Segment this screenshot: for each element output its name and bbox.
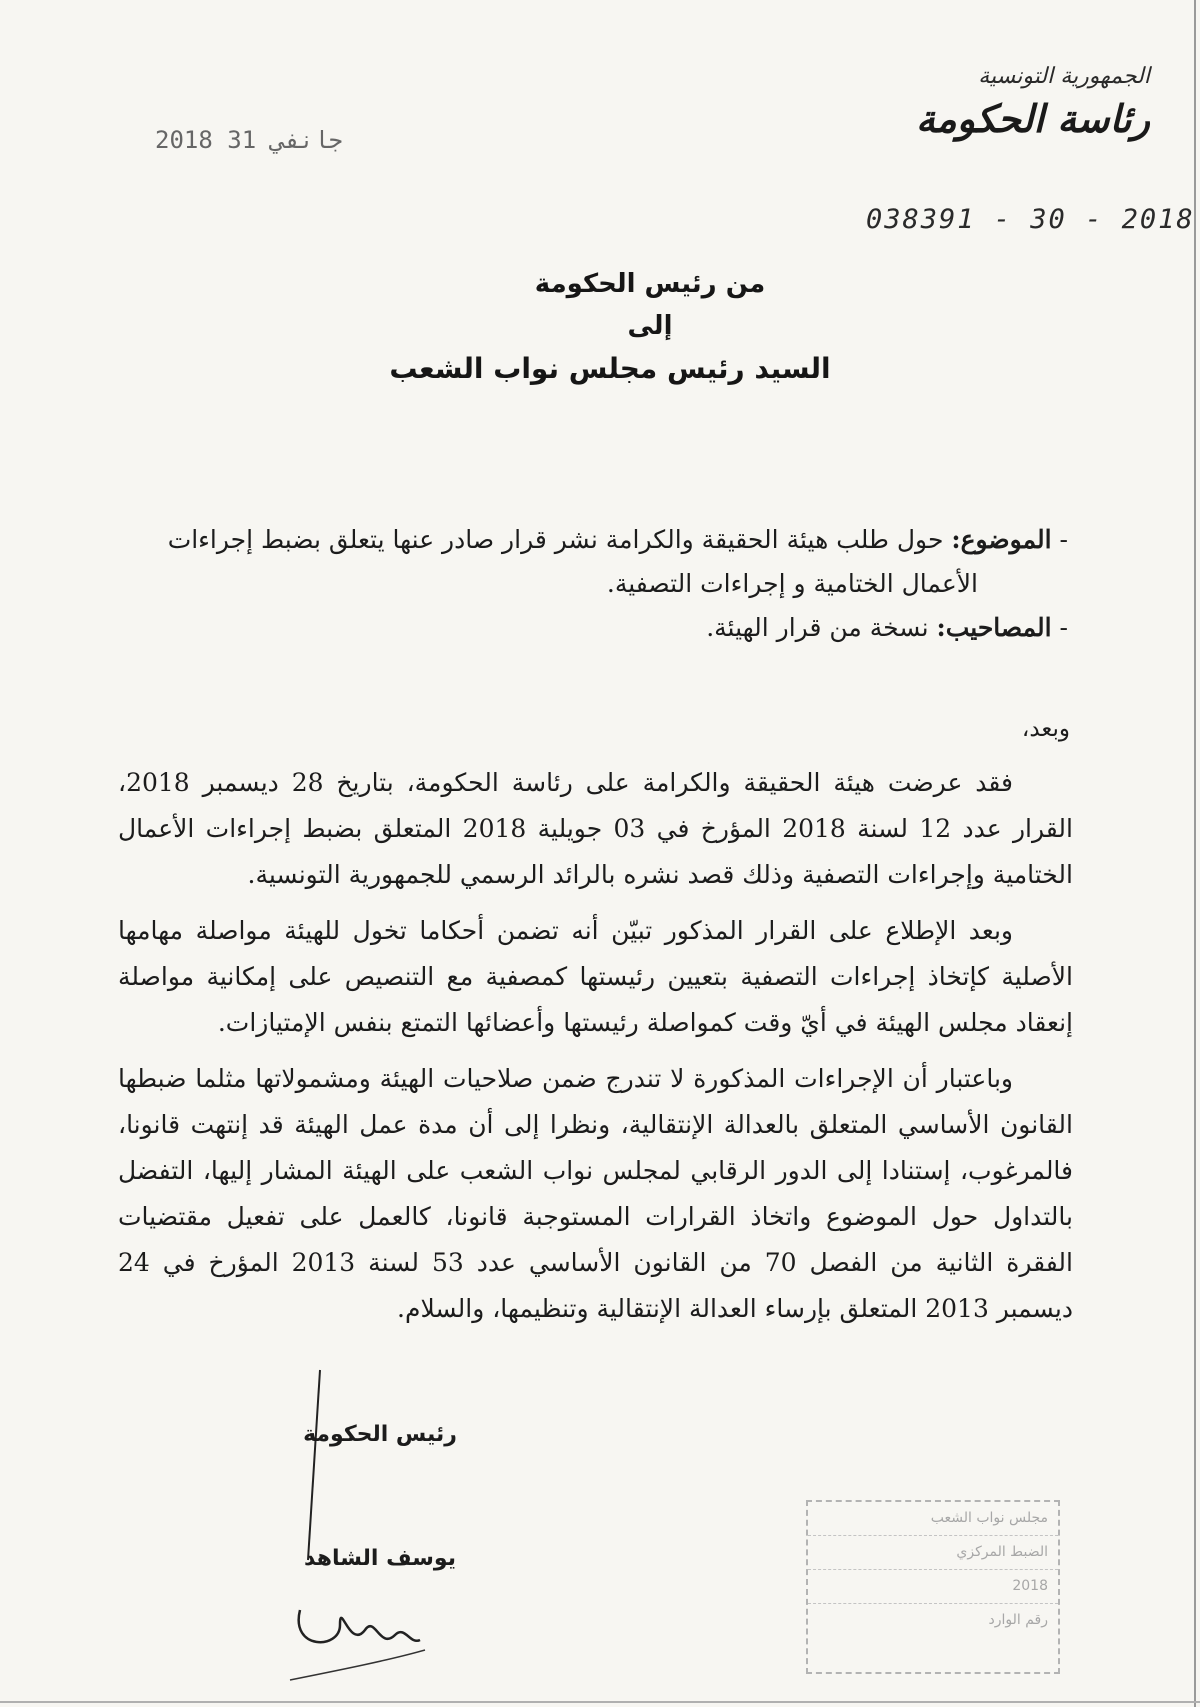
body-paragraph-3: وباعتبار أن الإجراءات المذكورة لا تندرج ضمن صلاحيات الهيئة ومشمولاتها مثلما ضبطها القانون الأساسي المتعلق بالعدالة الإنتقالية، ونظرا إلى أن مدة عمل الهيئة قد إنتهت قانونا، فالمرغوب، إستنادا إلى الدور الرقابي لمجلس نواب الشعب على الهيئة المشار إليها، التفضل بالتداول حول الموضوع واتخاذ القرارات المستوجبة قانونا، كالعمل على تفعيل مقتضيات الفقرة الثانية من الفصل 70 من القانون الأساسي عدد 53 لسنة 2013 المؤرخ في 24 ديسمبر 2013 المتعلق بإرساء العدالة الإنتقالية وتنظيمها، والسلام.	[118, 1064, 1073, 1323]
letterhead	[890, 62, 1150, 144]
received-stamp	[806, 1500, 1060, 1674]
address-block	[380, 262, 840, 392]
subject-text-2: الأعمال الختامية و إجراءات التصفية.	[606, 569, 978, 598]
letterhead-presidency: رئاسة الحكومة	[916, 96, 1150, 141]
attachment-line: - المصاحيب: نسخة من قرار الهيئة.	[706, 613, 1068, 642]
letter-body	[118, 760, 1073, 1342]
attachment-label: المصاحيب:	[936, 613, 1052, 642]
subject-line-continued	[118, 562, 1068, 606]
reference-number: 038391 - 30 - 2018	[866, 204, 1195, 235]
attachment-text: نسخة من قرار الهيئة.	[706, 613, 929, 642]
greeting: وبعد،	[1021, 716, 1070, 742]
address-from: من رئيس الحكومة	[534, 269, 766, 299]
subject-label: الموضوع:	[951, 525, 1052, 554]
stamp-date: 2018 جانفي 31	[155, 126, 343, 154]
address-to: إلى	[627, 311, 673, 341]
stamp-row-1: مجلس نواب الشعب	[808, 1502, 1058, 1536]
page-edge-right	[1194, 0, 1196, 1707]
letterhead-republic: الجمهورية التونسية	[978, 64, 1150, 89]
body-paragraph-1: فقد عرضت هيئة الحقيقة والكرامة على رئاسة الحكومة، بتاريخ 28 ديسمبر 2018، القرار عدد 12 لسنة 2018 المؤرخ في 03 جويلية 2018 المتعلق بضبط إجراءات الأعمال الختامية وإجراءات التصفية وذلك قصد نشره بالرائد الرسمي للجمهورية التونسية.	[118, 768, 1073, 889]
body-paragraph-2: وبعد الإطلاع على القرار المذكور تبيّن أنه تضمن أحكاما تخول للهيئة مواصلة مهامها الأصلية كإتخاذ إجراءات التصفية بتعيين رئيستها كمصفية مع التنصيص على إمكانية مواصلة إنعقاد مجلس الهيئة في أيّ وقت كمواصلة رئيستها وأعضائها التمتع بنفس الإمتيازات.	[118, 916, 1073, 1037]
page-edge-bottom	[0, 1701, 1200, 1703]
stamp-row-3: 2018	[808, 1570, 1058, 1604]
subject-text-1: حول طلب هيئة الحقيقة والكرامة نشر قرار صادر عنها يتعلق بضبط إجراءات	[167, 525, 944, 554]
signature-name: يوسف الشاهد	[304, 1546, 456, 1571]
subject-block	[118, 518, 1068, 650]
signature-block	[270, 1420, 490, 1574]
subject-line: - الموضوع: حول طلب هيئة الحقيقة والكرامة نشر قرار صادر عنها يتعلق بضبط إجراءات	[167, 525, 1068, 554]
stamp-row-2: الضبط المركزي	[808, 1536, 1058, 1570]
signature-title: رئيس الحكومة	[303, 1422, 457, 1447]
stamp-row-4: رقم الوارد	[988, 1612, 1048, 1628]
address-recipient: السيد رئيس مجلس نواب الشعب	[389, 352, 831, 385]
